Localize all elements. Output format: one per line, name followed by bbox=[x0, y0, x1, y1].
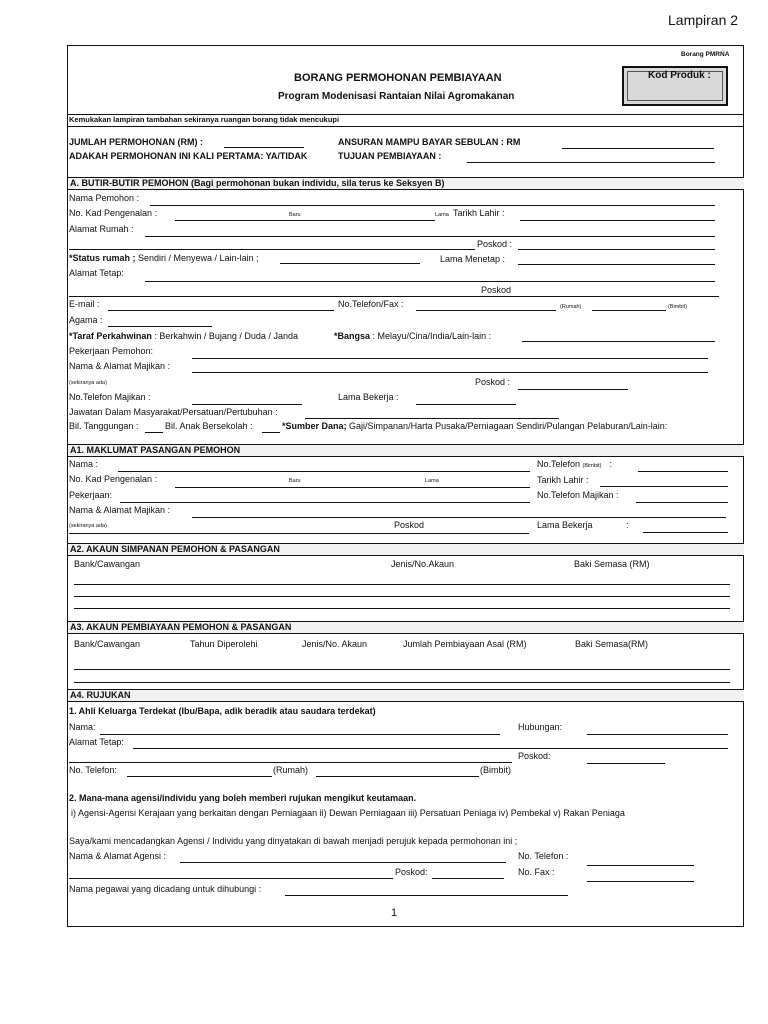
a4-nama-label: Nama: bbox=[69, 722, 96, 732]
tarikh-lahir-label: Tarikh Lahir : bbox=[453, 208, 505, 218]
section-a2-title: A2. AKAUN SIMPANAN PEMOHON & PASANGAN bbox=[70, 544, 280, 554]
a1-majikan-field[interactable] bbox=[192, 517, 726, 518]
sekiranya-ada: (sekiranya ada) bbox=[69, 380, 107, 386]
alamat-tetap-label: Alamat Tetap: bbox=[69, 268, 124, 278]
taraf-label: *Taraf Perkahwinan bbox=[69, 331, 152, 341]
sumber-label: *Sumber Dana; bbox=[282, 421, 347, 431]
a4-nama-field[interactable] bbox=[100, 734, 500, 735]
a3-row-line[interactable] bbox=[74, 682, 730, 683]
a4-poskod2-label: Poskod: bbox=[395, 867, 428, 877]
a1-nama-field[interactable] bbox=[118, 471, 530, 472]
a2-col-jenis: Jenis/No.Akaun bbox=[391, 559, 455, 569]
kod-produk-box[interactable] bbox=[622, 66, 728, 106]
lama-bekerja-field[interactable] bbox=[416, 404, 516, 405]
ansuran-label: ANSURAN MAMPU BAYAR SEBULAN : RM bbox=[338, 137, 521, 147]
majikan-label: Nama & Alamat Majikan : bbox=[69, 361, 171, 371]
nama-pemohon-label: Nama Pemohon : bbox=[69, 193, 140, 203]
lama-bekerja-label: Lama Bekerja : bbox=[338, 392, 399, 402]
agama-label: Agama : bbox=[69, 315, 103, 325]
kp-label: No. Kad Pengenalan : bbox=[69, 208, 158, 218]
a1-telefon-colon: : bbox=[609, 459, 613, 469]
lama-menetap-label: Lama Menetap : bbox=[440, 254, 506, 264]
section-a-title: A. BUTIR-BUTIR PEMOHON (Bagi permohonan bukan individu, sila terus ke Seksyen B) bbox=[70, 178, 445, 188]
a1-lama-bekerja-field[interactable] bbox=[643, 532, 728, 533]
a4-alamat-field[interactable] bbox=[133, 748, 728, 749]
form-subtitle: Program Modenisasi Rantaian Nilai Agromakanan bbox=[278, 91, 515, 102]
page-number: 1 bbox=[391, 907, 398, 919]
kp-field[interactable] bbox=[175, 220, 435, 221]
a4-hubungan-label: Hubungan: bbox=[518, 722, 563, 732]
a4-agensi-field-2[interactable] bbox=[69, 878, 393, 879]
telefon-rumah-tag: (Rumah) bbox=[560, 304, 582, 310]
bangsa-field[interactable] bbox=[522, 341, 715, 342]
tanggungan-field[interactable] bbox=[145, 432, 163, 433]
a1-kp-baru: Baru bbox=[289, 478, 301, 484]
form-title: BORANG PERMOHONAN PEMBIAYAAN bbox=[294, 72, 502, 84]
status-rumah-label: *Status rumah ; bbox=[69, 253, 136, 263]
a4-tel-label: No. Telefon : bbox=[518, 851, 569, 861]
a1-majikan-field-2[interactable] bbox=[69, 533, 529, 534]
a4-pegawai-field[interactable] bbox=[285, 895, 568, 896]
jumlah-label: JUMLAH PERMOHONAN (RM) : bbox=[69, 137, 203, 147]
poskod-majikan-label: Poskod : bbox=[475, 377, 511, 387]
a1-tel-majikan-label: No.Telefon Majikan : bbox=[537, 490, 619, 500]
section-a4-header bbox=[68, 689, 744, 702]
poskod-tetap-label: Poskod bbox=[481, 285, 512, 295]
pekerjaan-field[interactable] bbox=[192, 358, 708, 359]
kp-lama: Lama bbox=[435, 212, 449, 218]
a1-tel-majikan-field[interactable] bbox=[636, 502, 728, 503]
a1-majikan-label: Nama & Alamat Majikan : bbox=[69, 505, 171, 515]
lampiran-label: Lampiran 2 bbox=[668, 12, 739, 28]
a3-col-baki: Baki Semasa(RM) bbox=[575, 639, 649, 649]
a4-tel-field[interactable] bbox=[587, 865, 694, 866]
a4-rumah-tag: (Rumah) bbox=[273, 765, 309, 775]
a4-pegawai-label: Nama pegawai yang dicadang untuk dihubungi : bbox=[69, 884, 262, 894]
status-rumah-field[interactable] bbox=[280, 263, 420, 264]
section-a3-header bbox=[68, 621, 744, 634]
a4-telefon-rumah-field[interactable] bbox=[127, 776, 272, 777]
a4-q2: 2. Mana-mana agensi/individu yang boleh memberi rujukan mengikut keutamaan. bbox=[69, 793, 417, 803]
a4-agensi-field[interactable] bbox=[180, 862, 506, 863]
a4-alamat-field-2[interactable] bbox=[69, 762, 512, 763]
a2-col-baki: Baki Semasa (RM) bbox=[574, 559, 650, 569]
a4-telefon-label: No. Telefon: bbox=[69, 765, 117, 775]
ansuran-field[interactable] bbox=[562, 148, 714, 149]
a1-pekerjaan-label: Pekerjaan: bbox=[69, 490, 113, 500]
section-a1-title: A1. MAKLUMAT PASANGAN PEMOHON bbox=[70, 445, 241, 455]
jumlah-field[interactable] bbox=[224, 147, 304, 148]
a1-poskod-label: Poskod bbox=[394, 520, 425, 530]
poskod-label: Poskod : bbox=[477, 239, 513, 249]
taraf-options: : Berkahwin / Bujang / Duda / Janda bbox=[151, 331, 298, 341]
sumber-options: Gaji/Simpanan/Harta Pusaka/Perniagaan Sendiri/Pulangan Pelaburan/Lain-lain: bbox=[346, 421, 668, 431]
tarikh-lahir-field[interactable] bbox=[520, 220, 715, 221]
a4-poskod2-field[interactable] bbox=[432, 878, 504, 879]
bangsa-options: : Melayu/Cina/India/Lain-lain : bbox=[370, 331, 492, 341]
nama-pemohon-field[interactable] bbox=[150, 205, 715, 206]
a3-col-bank: Bank/Cawangan bbox=[74, 639, 141, 649]
a3-col-jumlah: Jumlah Pembiayaan Asal (RM) bbox=[403, 639, 527, 649]
alamat-rumah-label: Alamat Rumah : bbox=[69, 224, 134, 234]
tujuan-label: TUJUAN PEMBIAYAAN : bbox=[338, 151, 442, 161]
a1-tarikh-field[interactable] bbox=[600, 486, 728, 487]
form-code: Borang PMRNA bbox=[681, 51, 730, 58]
email-label: E-mail : bbox=[69, 299, 100, 309]
a4-agensi-label: Nama & Alamat Agensi : bbox=[69, 851, 167, 861]
adakah-label: ADAKAH PERMOHONAN INI KALI PERTAMA: YA/TIDAK bbox=[69, 151, 308, 161]
anak-field[interactable] bbox=[262, 432, 280, 433]
agama-field[interactable] bbox=[108, 326, 212, 327]
a3-row-line[interactable] bbox=[74, 669, 730, 670]
a4-bimbit-tag: (Bimbit) bbox=[480, 765, 511, 775]
bangsa-label: *Bangsa bbox=[334, 331, 371, 341]
a1-telefon-label: No.Telefon bbox=[537, 459, 581, 469]
section-a2-header bbox=[68, 543, 744, 556]
kod-produk-label: Kod Produk : bbox=[648, 70, 711, 81]
a3-col-jenis: Jenis/No. Akaun bbox=[302, 639, 368, 649]
a4-poskod-label: Poskod: bbox=[518, 751, 551, 761]
a4-q2-list: i) Agensi-Agensi Kerajaan yang berkaitan dengan Perniagaan ii) Dewan Perniagaan iii) Persatuan Peniaga iv) Pembekal v) Rakan Peniaga bbox=[71, 808, 625, 818]
status-rumah-options: Sendiri / Menyewa / Lain-lain ; bbox=[135, 253, 259, 263]
section-a1-header bbox=[68, 444, 744, 457]
tujuan-field[interactable] bbox=[467, 162, 715, 163]
section-a-header bbox=[68, 177, 744, 190]
a1-lama-bekerja-label: Lama Bekerja bbox=[537, 520, 593, 530]
a1-tarikh-label: Tarikh Lahir : bbox=[537, 475, 589, 485]
alamat-rumah-field-2[interactable] bbox=[69, 249, 475, 250]
section-a3-title: A3. AKAUN PEMBIAYAAN PEMOHON & PASANGAN bbox=[70, 622, 292, 632]
a1-bimbit-tag: (Bimbit) bbox=[582, 463, 602, 469]
a1-kp-lama: Lama bbox=[425, 478, 439, 484]
telefon-rumah-field[interactable] bbox=[416, 310, 556, 311]
a4-q1: 1. Ahli Keluarga Terdekat (Ibu/Bapa, adik beradik atau saudara terdekat) bbox=[69, 706, 376, 716]
a3-col-tahun: Tahun Diperolehi bbox=[190, 639, 258, 649]
a1-kp-label: No. Kad Pengenalan : bbox=[69, 474, 158, 484]
anak-label: Bil. Anak Bersekolah : bbox=[165, 421, 253, 431]
email-field[interactable] bbox=[108, 310, 334, 311]
a4-telefon-bimbit-field[interactable] bbox=[316, 776, 479, 777]
a4-poskod-field[interactable] bbox=[587, 763, 665, 764]
a1-nama-label: Nama : bbox=[69, 459, 99, 469]
a1-kp-field[interactable] bbox=[175, 487, 530, 488]
a1-telefon-field[interactable] bbox=[638, 471, 728, 472]
section-a4-title: A4. RUJUKAN bbox=[70, 690, 131, 700]
poskod-field[interactable] bbox=[518, 249, 715, 250]
majikan-field[interactable] bbox=[192, 372, 708, 373]
a2-row-line[interactable] bbox=[74, 596, 730, 597]
alamat-tetap-field[interactable] bbox=[145, 281, 715, 282]
a4-alamat-label: Alamat Tetap: bbox=[69, 737, 124, 747]
a2-row-line[interactable] bbox=[74, 608, 730, 609]
a1-sekiranya: (sekiranya ada) bbox=[69, 523, 107, 529]
kp-baru: Baru bbox=[289, 212, 301, 218]
a2-col-bank: Bank/Cawangan bbox=[74, 559, 141, 569]
telefon-bimbit-field[interactable] bbox=[592, 310, 666, 311]
a4-fax-field[interactable] bbox=[587, 881, 694, 882]
form-note: Kemukakan lampiran tambahan sekiranya ruangan borang tidak mencukupi bbox=[69, 115, 340, 124]
pekerjaan-label: Pekerjaan Pemohon: bbox=[69, 346, 154, 356]
a1-pekerjaan-field[interactable] bbox=[120, 502, 530, 503]
jawatan-label: Jawatan Dalam Masyarakat/Persatuan/Pertubuhan : bbox=[69, 407, 278, 417]
tanggungan-label: Bil. Tanggungan : bbox=[69, 421, 139, 431]
lama-menetap-field[interactable] bbox=[518, 264, 715, 265]
jawatan-field[interactable] bbox=[305, 418, 559, 419]
a4-hubungan-field[interactable] bbox=[587, 734, 728, 735]
alamat-tetap-field-2[interactable] bbox=[69, 296, 719, 297]
telefon-label: No.Telefon/Fax : bbox=[338, 299, 404, 309]
a1-lama-bekerja-colon: : bbox=[626, 520, 629, 530]
alamat-rumah-field[interactable] bbox=[145, 236, 715, 237]
tel-majikan-label: No.Telefon Majikan : bbox=[69, 392, 151, 402]
a4-fax-label: No. Fax : bbox=[518, 867, 555, 877]
telefon-bimbit-tag: (Bimbit) bbox=[668, 304, 687, 310]
a2-row-line[interactable] bbox=[74, 584, 730, 585]
a4-saya: Saya/kami mencadangkan Agensi / Individu yang dinyatakan di bawah menjadi perujuk kepada permohonan ini ; bbox=[69, 836, 518, 846]
poskod-majikan-field[interactable] bbox=[518, 389, 628, 390]
tel-majikan-field[interactable] bbox=[192, 404, 302, 405]
